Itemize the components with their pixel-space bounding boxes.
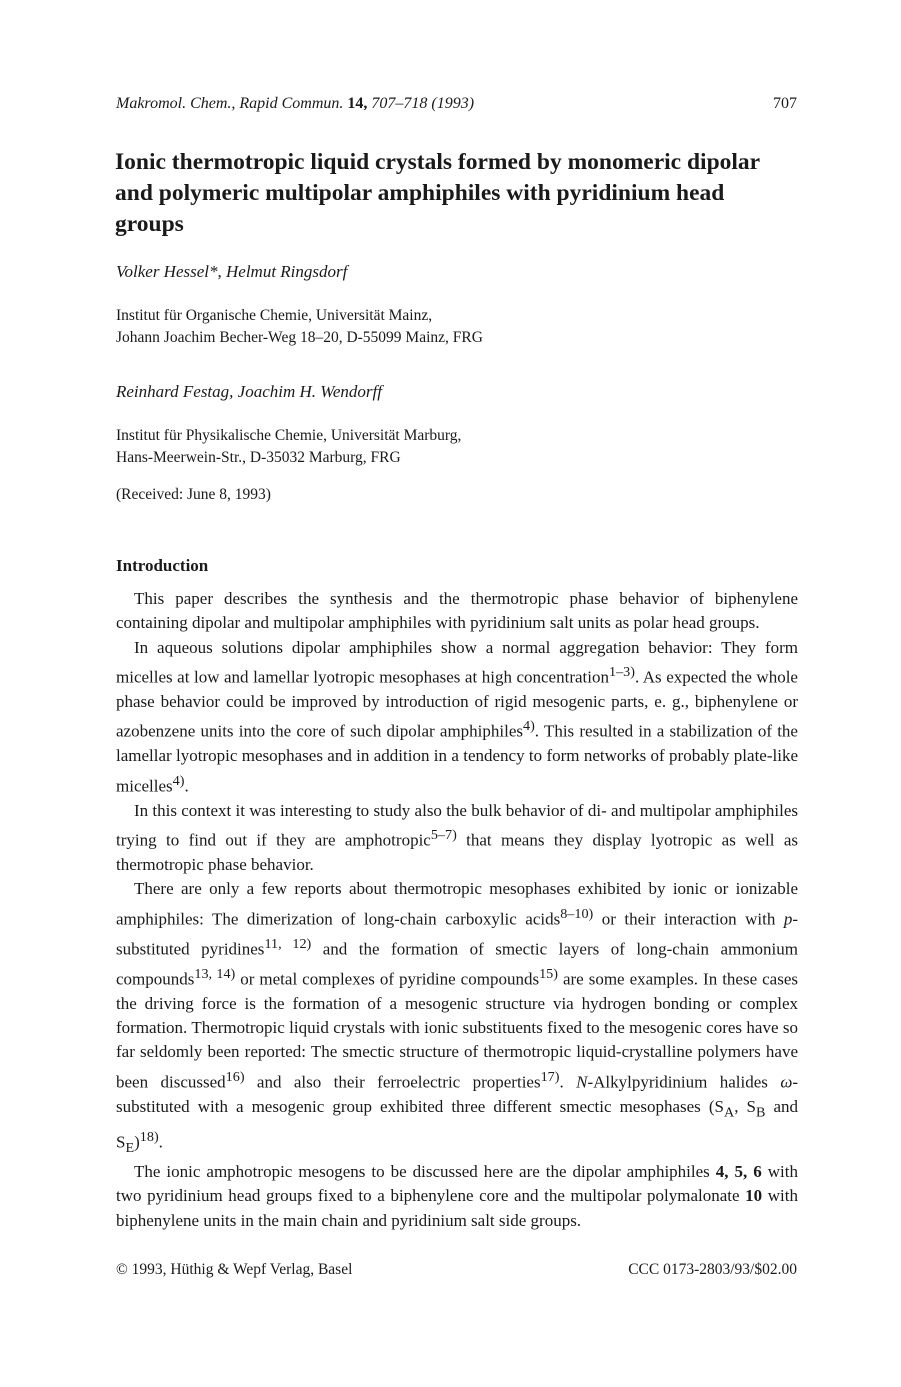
text-span: , S bbox=[734, 1096, 756, 1116]
paragraph-1-text: This paper describes the synthesis and the thermotropic phase behavior of biphenylene containing dipolar and multipolar amphiphiles with pyridinium salt units as polar head groups. bbox=[116, 589, 798, 633]
text-span: . bbox=[559, 1072, 577, 1092]
citation: 5–7) bbox=[430, 827, 457, 844]
text-span: with biphenylene units in the main chain and pyridinium salt side groups. bbox=[116, 1186, 798, 1230]
affiliation-1 bbox=[116, 305, 483, 349]
citation: 11, 12) bbox=[264, 935, 312, 952]
affiliation-1-line-1: Institut für Organische Chemie, Universität Mainz, bbox=[116, 307, 433, 324]
italic-symbol: ω bbox=[780, 1072, 793, 1092]
subscript: B bbox=[755, 1104, 766, 1121]
compound-number: 10 bbox=[745, 1186, 763, 1206]
text-span: with two pyridinium head groups fixed to a biphenylene core and the multipolar polymalonate bbox=[116, 1161, 798, 1206]
compound-number: 4, 5, 6 bbox=[715, 1161, 762, 1181]
paragraph-5 bbox=[116, 1160, 798, 1233]
citation: 4) bbox=[172, 772, 185, 789]
page-number: 707 bbox=[773, 95, 797, 112]
text-span: or metal complexes of pyridine compounds bbox=[235, 969, 540, 989]
subscript: E bbox=[125, 1139, 135, 1156]
pages-year: 707–718 (1993) bbox=[371, 95, 475, 112]
text-span: and also their ferroelectric properties bbox=[244, 1072, 541, 1092]
body-text bbox=[116, 587, 798, 1233]
text-span: that means they display lyotropic as well as thermotropic phase behavior. bbox=[116, 830, 799, 875]
citation: 16) bbox=[225, 1068, 245, 1085]
running-header bbox=[116, 95, 474, 113]
affiliation-1-line-2: Johann Joachim Becher-Weg 18–20, D-55099 Mainz, FRG bbox=[116, 329, 483, 346]
affiliation-2 bbox=[116, 425, 461, 469]
text-span: or their interaction with bbox=[593, 909, 784, 929]
author-line-2: Reinhard Festag, Joachim H. Wendorff bbox=[116, 382, 382, 401]
text-span: . This resulted in a stabilization of the lamellar lyotropic mesophases and in addition in a tendency to form networks of probably plate-like micelles bbox=[116, 722, 798, 796]
text-span: -substituted with a mesogenic group exhibited three different smectic mesophases (S bbox=[116, 1072, 798, 1116]
author-line-1: Volker Hessel*, Helmut Ringsdorf bbox=[116, 262, 348, 281]
text-span: and the formation of smectic layers of long-chain ammonium compounds bbox=[116, 939, 798, 989]
section-heading: Introduction bbox=[116, 556, 209, 575]
copyright-notice: © 1993, Hüthig & Wepf Verlag, Basel bbox=[116, 1261, 353, 1278]
affiliation-2-line-2: Hans-Meerwein-Str., D-35032 Marburg, FRG bbox=[116, 449, 401, 466]
paragraph-3 bbox=[116, 799, 798, 878]
text-span: The ionic amphotropic mesogens to be discussed here are the dipolar amphiphiles bbox=[134, 1161, 716, 1181]
text-span: In aqueous solutions dipolar amphiphiles show a normal aggregation behavior: They form micelles at low and lamellar lyotropic mesophases at high concentration bbox=[116, 637, 798, 687]
citation: 18) bbox=[139, 1128, 159, 1145]
italic-symbol: p bbox=[783, 909, 793, 929]
citation: 4) bbox=[523, 718, 535, 735]
subscript: A bbox=[723, 1104, 735, 1121]
text-span: . As expected the whole phase behavior could be improved by introduction of rigid mesogenic parts, e. g., biphenylene or azobenzene units into the core of such dipolar amphiphiles bbox=[116, 667, 798, 742]
text-span: There are only a few reports about thermotropic mesophases exhibited by ionic or ionizable amphiphiles: The dimerization of long-chain carboxylic acids bbox=[116, 879, 798, 929]
citation: 1–3) bbox=[608, 664, 635, 681]
paragraph-4 bbox=[116, 877, 798, 1160]
citation: 15) bbox=[539, 965, 558, 982]
text-span: ) bbox=[134, 1132, 140, 1152]
text-span: . bbox=[158, 1132, 163, 1152]
affiliation-2-line-1: Institut für Physikalische Chemie, Universität Marburg, bbox=[116, 427, 462, 444]
volume-number: 14, bbox=[347, 95, 368, 112]
text-span: -substituted pyridines bbox=[116, 909, 798, 959]
text-span: -Alkylpyridinium halides bbox=[587, 1072, 781, 1092]
text-span: are some examples. In these cases the driving force is the formation of a mesogenic structure via hydrogen bonding or complex formation. Thermotropic liquid crystals with ionic substituents fixed to the mesogenic cores have so far seldomly been reported: The smectic structure of thermotropic liquid-crystalline polymers have been discussed bbox=[116, 969, 798, 1092]
text-span: . bbox=[184, 776, 189, 796]
paper-title: Ionic thermotropic liquid crystals formed by monomeric dipolar and polymeric multipolar amphiphiles with pyridinium head groups bbox=[115, 149, 760, 237]
received-date: (Received: June 8, 1993) bbox=[116, 486, 271, 503]
italic-symbol: N bbox=[576, 1072, 588, 1092]
citation: 8–10) bbox=[560, 905, 594, 922]
journal-name: Makromol. Chem., Rapid Commun. bbox=[116, 95, 344, 112]
citation: 17) bbox=[540, 1068, 560, 1085]
paragraph-1 bbox=[116, 587, 798, 636]
citation: 13, 14) bbox=[194, 965, 236, 982]
text-span: In this context it was interesting to study also the bulk behavior of di- and multipolar amphiphiles trying to find out if they are amphotropic bbox=[116, 800, 798, 850]
ccc-code: CCC 0173-2803/93/$02.00 bbox=[628, 1261, 797, 1278]
paragraph-2 bbox=[116, 636, 798, 799]
text-span: and S bbox=[116, 1096, 798, 1152]
